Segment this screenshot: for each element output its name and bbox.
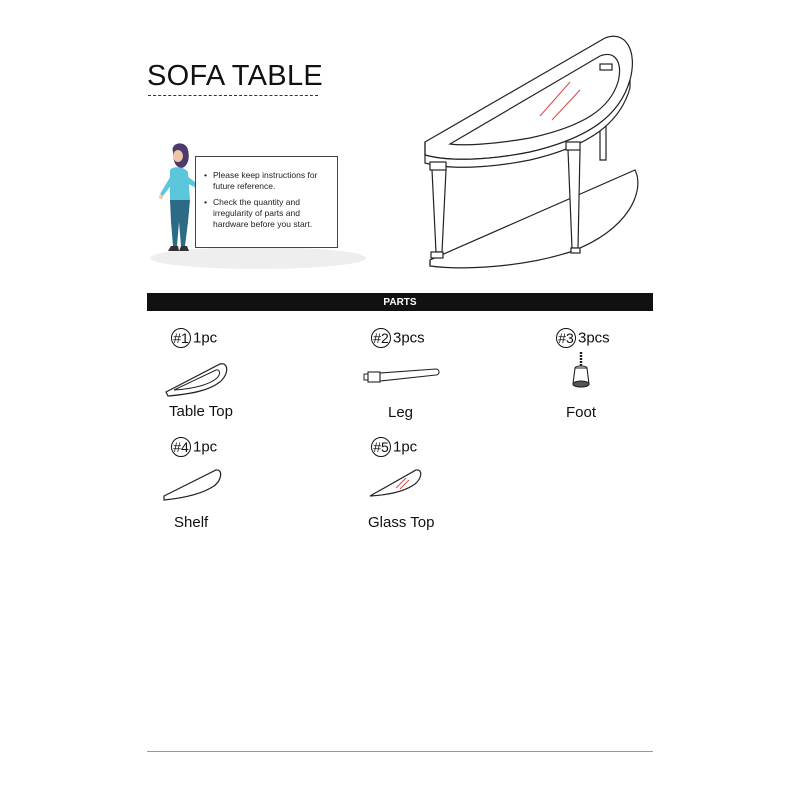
instructions-note [195,156,338,248]
note-item: • Please keep instructions for future reference. [204,170,331,192]
leg-icon [362,366,442,388]
part-2-number [371,328,425,348]
part-1-name: Table Top [169,403,233,420]
part-1-number [171,328,217,348]
note-item: • Check the quantity and irregularity of parts and hardware before you start. [204,197,331,230]
sofa-table-illustration [420,30,660,280]
foot-icon [566,350,596,392]
part-quantity: 1pc [193,329,218,347]
table-top-icon [162,358,232,400]
part-4-name: Shelf [174,514,209,531]
part-quantity: 1pc [393,438,418,456]
shelf-icon [160,466,226,506]
part-3-number [556,328,610,348]
part-quantity: 3pcs [578,329,610,347]
part-2-name: Leg [388,404,414,421]
part-number-badge: #2 [371,328,391,348]
part-quantity: 3pcs [393,329,425,347]
part-5-name: Glass Top [368,514,435,531]
part-number-badge: #5 [371,437,391,457]
part-quantity: 1pc [193,438,218,456]
part-number-badge: #4 [171,437,191,457]
title-underline [148,95,318,96]
part-4-number [171,437,217,457]
part-number-badge: #3 [556,328,576,348]
page-title: SOFA TABLE [147,60,324,92]
footer-rule [147,751,653,752]
part-3-name: Foot [566,404,597,421]
part-number-badge: #1 [171,328,191,348]
parts-header: PARTS [147,293,653,311]
part-5-number [371,437,417,457]
glass-top-icon [366,466,426,502]
